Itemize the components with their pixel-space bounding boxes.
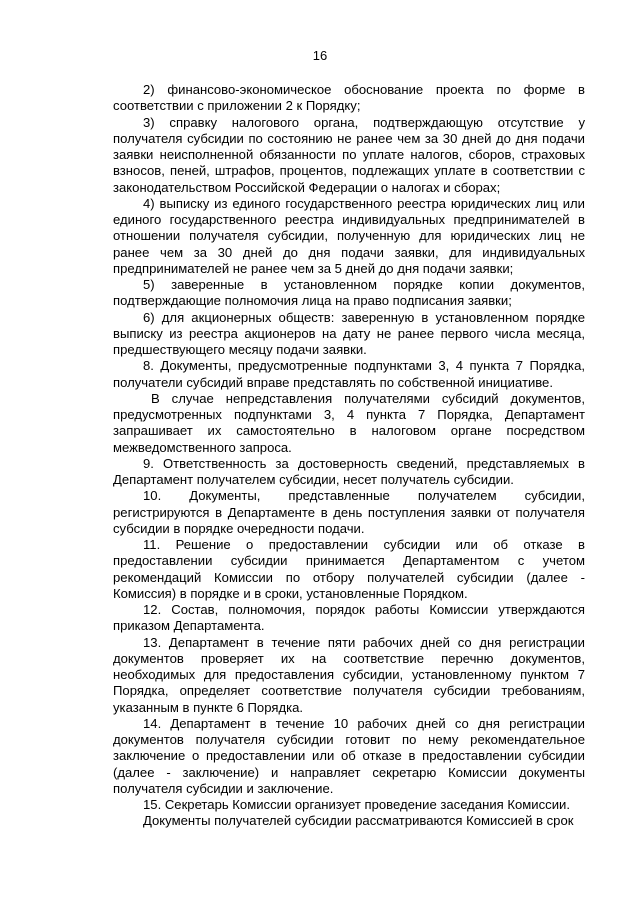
paragraph: Документы получателей субсидии рассматриваются Комиссией в срок [143,813,574,829]
paragraph: 4) выписку из единого государственного реестра юридических лиц или единого государственного реестра индивидуальных предпринимателей в отношении получателя субсидии, полученную для юридических лиц не ранее чем за 30 дней до дня подачи заявки, для индивидуальных предпринимателей не ранее чем за 5 дней до дня подачи заявки; [113,195,585,276]
paragraph: 9. Ответственность за достоверность сведений, представляемых в Департамент получателем субсидии, несет получатель субсидии. [113,455,585,487]
paragraph: В случае непредставления получателями субсидий документов, предусмотренных подпунктами 3, 4 пункта 7 Порядка, Департамент запрашивает их самостоятельно в налоговом органе посредством межведомственного запроса. [113,390,585,455]
paragraph: 15. Секретарь Комиссии организует проведение заседания Комиссии. [143,797,570,812]
paragraph: 3) справку налогового органа, подтверждающую отсутствие у получателя субсидии по состоянию не ранее чем за 30 дней до дня подачи заявки неисполненной обязанности по уплате налогов, сборов, страховых взносов, пеней, штрафов, процентов, подлежащих уплате в соответствии с законодательством Российской Федерации о налогах и сборах; [113,114,585,195]
paragraph: 8. Документы, предусмотренные подпунктами 3, 4 пункта 7 Порядка, получатели субсидий вправе представлять по собственной инициативе. [113,358,585,390]
paragraph: 6) для акционерных обществ: заверенную в установленном порядке выписку из реестра акционеров на дату не ранее первого числа месяца, предшествующего месяцу подачи заявки. [113,309,585,357]
paragraph: 11. Решение о предоставлении субсидии или об отказе в предоставлении субсидии принимается Департаментом с учетом рекомендаций Комиссии по отбору получателей субсидии (далее - Комиссия) в порядке и в сроки, установленные Порядком. [113,537,585,601]
document-body [113,82,585,830]
paragraph: 2) финансово-экономическое обоснование проекта по форме в соответствии с приложении 2 к Порядку; [113,82,585,114]
paragraph: 14. Департамент в течение 10 рабочих дней со дня регистрации документов получателя субсидии готовит по нему рекомендательное заключение о предоставлении или об отказе в предоставлении субсидии (далее - заключение) и направляет секретарю Комиссии документы получателя субсидии и заключение. [113,715,585,796]
paragraph: 5) заверенные в установленном порядке копии документов, подтверждающие полномочия лица на право подписания заявки; [113,277,585,309]
page-number: 16 [312,48,328,63]
paragraph: 12. Состав, полномочия, порядок работы Комиссии утверждаются приказом Департамента. [113,602,585,634]
paragraph: 10. Документы, представленные получателем субсидии, регистрируются в Департаменте в день поступления заявки от получателя субсидии в порядке очередности подачи. [113,488,585,536]
paragraph: 13. Департамент в течение пяти рабочих дней со дня регистрации документов проверяет их на соответствие перечню документов, необходимых для предоставления субсидии, установленному пунктом 7 Порядка, определяет соответствие получателя субсидии требованиям, указанным в пункте 6 Порядка. [113,634,585,715]
